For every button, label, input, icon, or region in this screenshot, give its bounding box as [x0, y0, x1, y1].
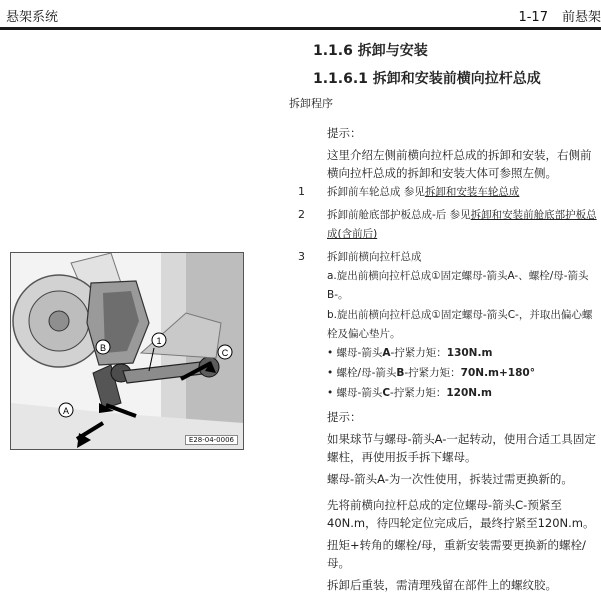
note-label: 提示： — [327, 410, 362, 424]
page-number: 1-17 — [518, 10, 548, 25]
note-item: 拆卸后重装，需清理残留在部件上的螺纹胶。 — [327, 578, 557, 592]
step-number: 1 — [298, 185, 305, 198]
step-number: 2 — [298, 208, 305, 221]
procedure-label: 拆卸程序 — [289, 97, 333, 110]
substep-a: a.旋出前横向拉杆总成①固定螺母-箭头A-、螺栓/母-箭头B-。 — [327, 270, 589, 301]
callout-layer — [11, 253, 243, 449]
step-text: 拆卸前横向拉杆总成 — [327, 251, 422, 263]
note-item: 扭矩+转角的螺栓/母，重新安装需要更换新的螺栓/母。 — [327, 538, 586, 570]
torque-spec: • 螺栓/母-箭头B-拧紧力矩：70N.m+180° — [327, 367, 535, 379]
note-item: 如果球节与螺母-箭头A-一起转动，使用合适工具固定螺柱，再使用扳手拆下螺母。 — [327, 432, 596, 464]
suspension-illustration — [10, 252, 244, 450]
callout-1: 1 — [156, 336, 162, 346]
step-number: 3 — [298, 250, 305, 263]
callout-a: A — [62, 406, 70, 416]
figure-caption: E28-04-0006 — [185, 435, 238, 445]
subsection-title: 1.1.6.1 拆卸和安装前横向拉杆总成 — [313, 71, 541, 87]
torque-spec: • 螺母-箭头C-拧紧力矩：120N.m — [327, 387, 492, 399]
note-text: 这里介绍左侧前横向拉杆总成的拆卸和安装，右侧前横向拉杆总成的拆卸和安装大体可参照左侧。 — [327, 148, 592, 180]
callout-c: C — [221, 348, 229, 358]
header-right-title: 前悬架 — [561, 10, 601, 25]
header-left-title: 悬架系统 — [6, 10, 59, 25]
header-rule — [0, 27, 601, 30]
section-title: 1.1.6 拆卸与安装 — [313, 43, 428, 59]
substep-b: b.旋出前横向拉杆总成①固定螺母-箭头C-，并取出偏心螺栓及偏心垫片。 — [327, 309, 593, 340]
step-text: 拆卸前车轮总成 参见拆卸和安装车轮总成 — [327, 186, 520, 198]
note-label: 提示： — [327, 126, 362, 140]
note-item: 螺母-箭头A-为一次性使用，拆装过需更换新的。 — [327, 472, 573, 486]
header-right — [518, 6, 601, 25]
step-text: 拆卸前舱底部护板总成-后 参见拆卸和安装前舱底部护板总成(含前后) — [327, 209, 597, 240]
step-link[interactable]: 拆卸和安装前舱底部护板总成(含前后) — [327, 209, 597, 240]
callout-b: B — [99, 343, 107, 353]
note-item: 先将前横向拉杆总成的定位螺母-箭头C-预紧至40N.m，待四轮定位完成后，最终拧紧至120N.m。 — [327, 498, 595, 530]
step-link[interactable]: 拆卸和安装车轮总成 — [424, 186, 520, 198]
torque-spec: • 螺母-箭头A-拧紧力矩：130N.m — [327, 347, 493, 359]
